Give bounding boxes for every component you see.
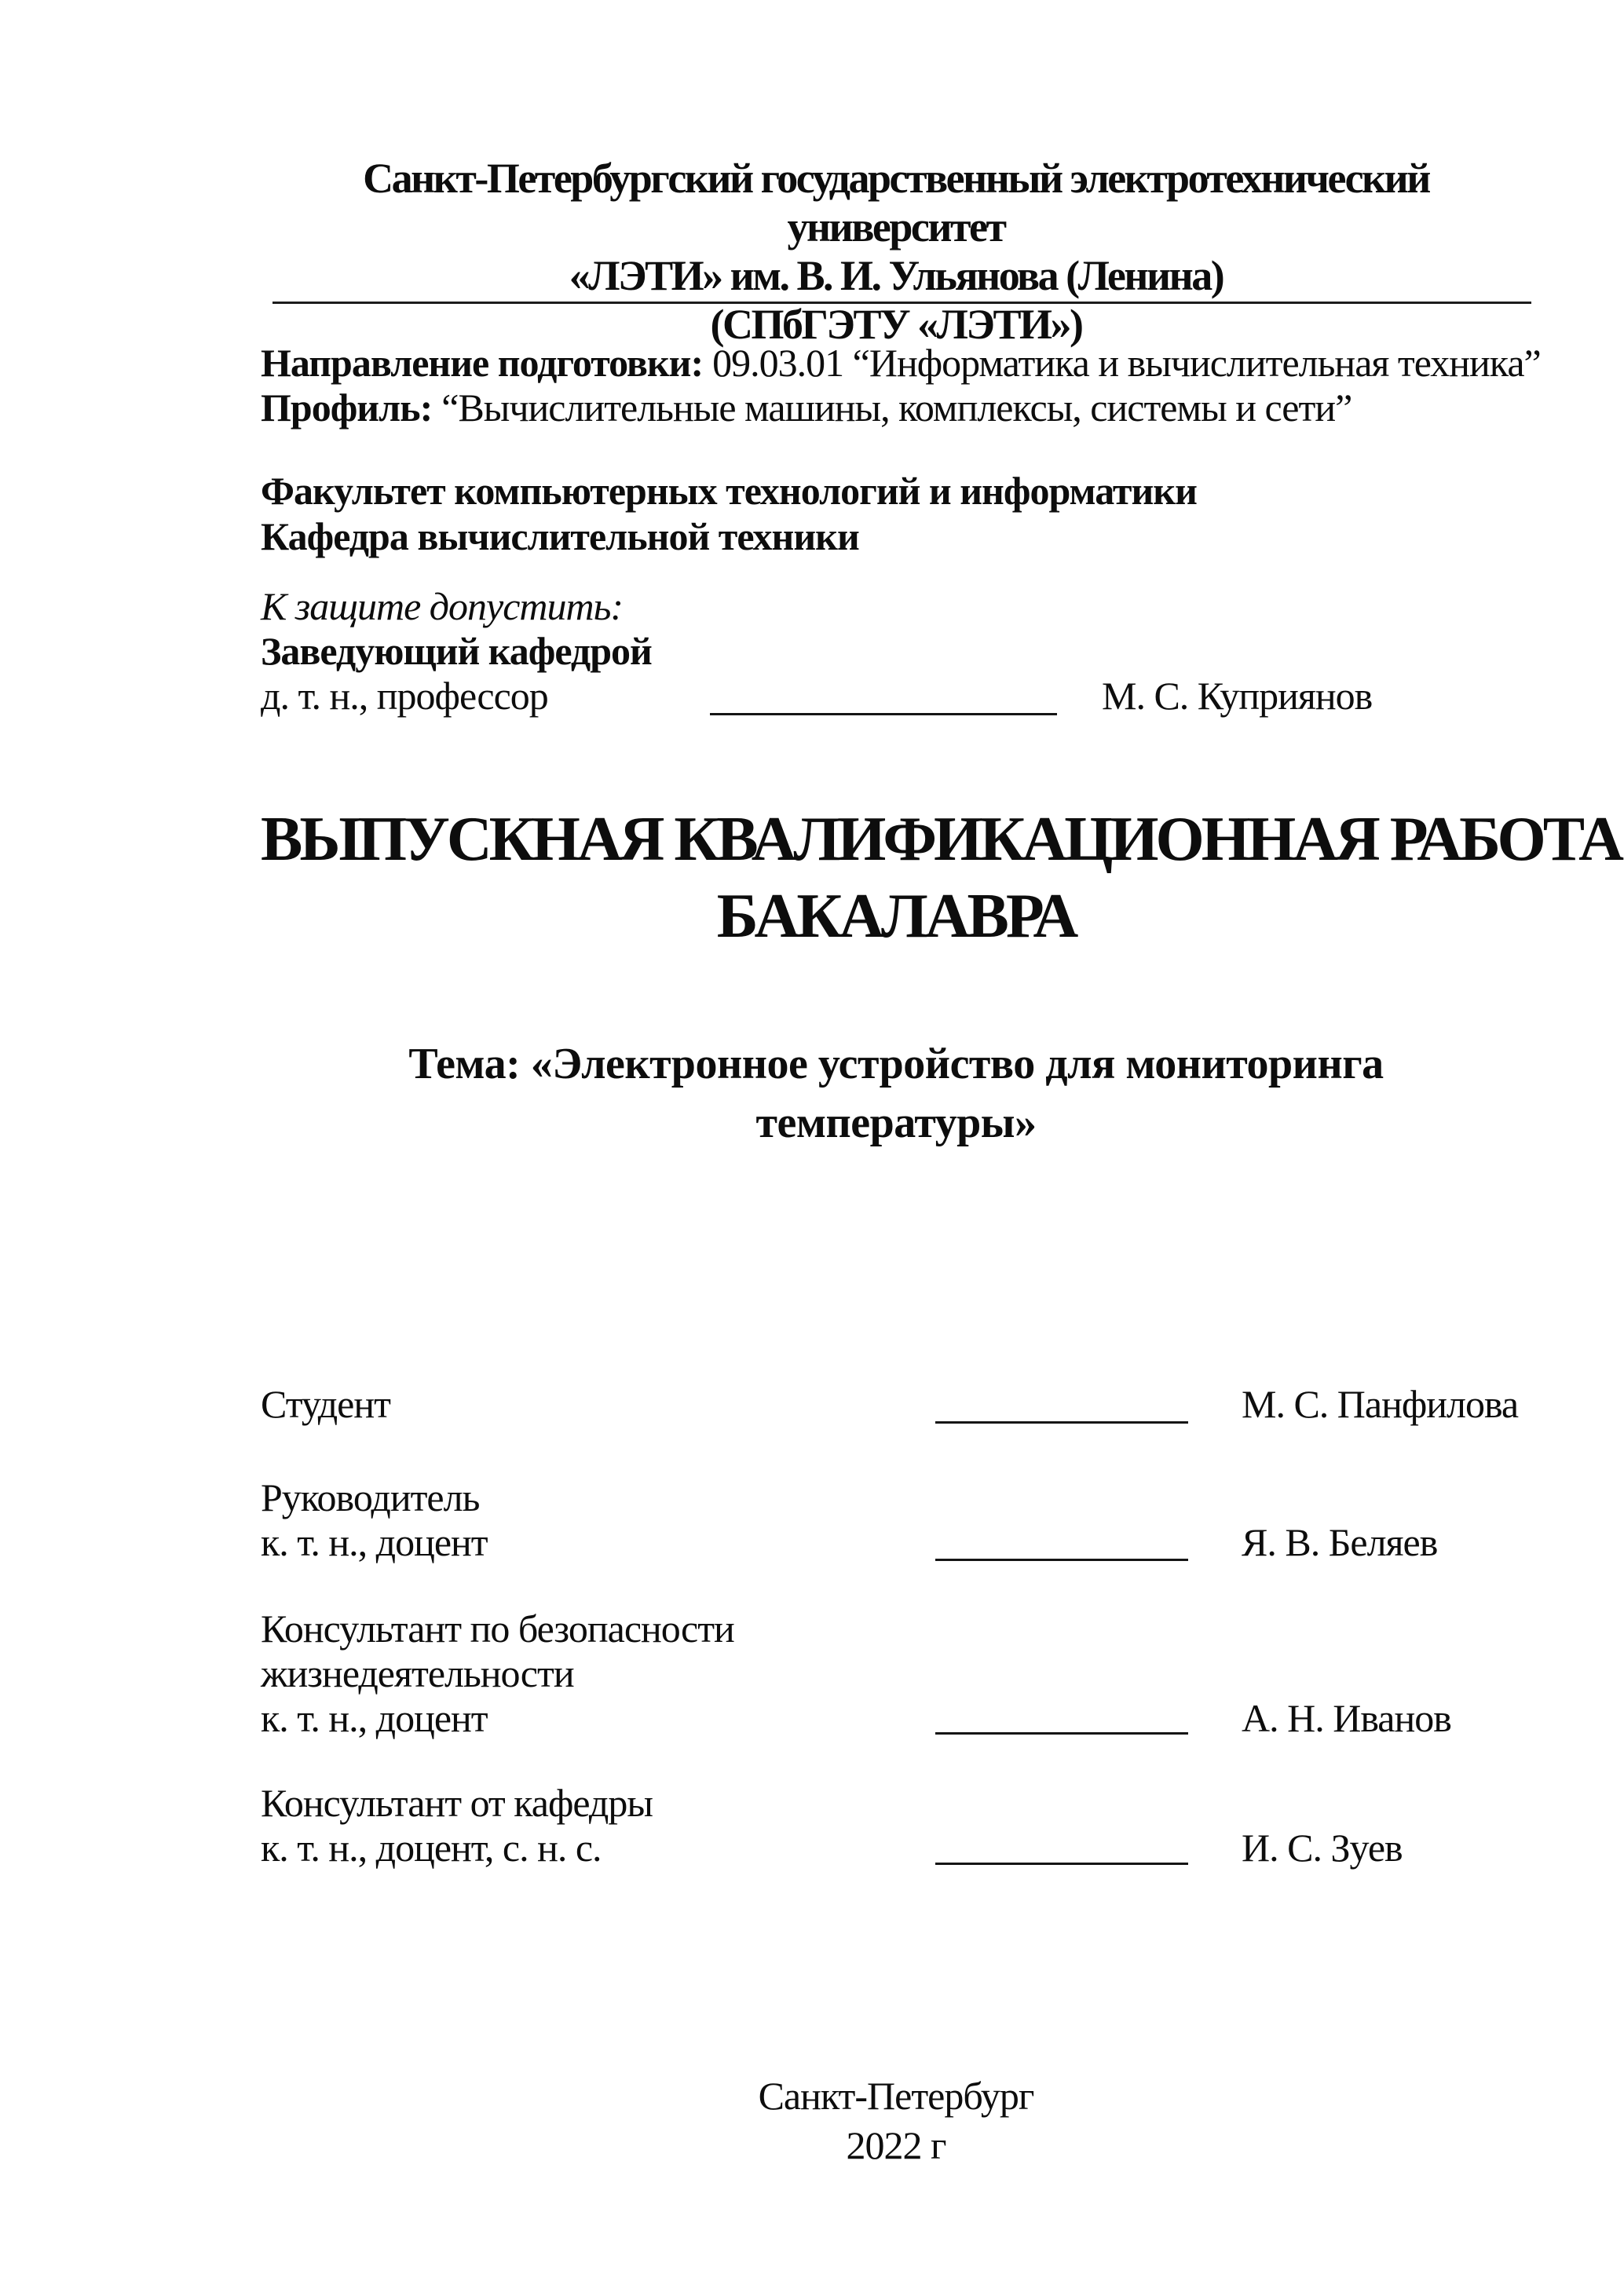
university-name-line1: Санкт-Петербургский государственный электротехнический университет bbox=[363, 155, 1429, 250]
program-block bbox=[261, 341, 1556, 430]
department-head-signature-line bbox=[710, 713, 1057, 715]
admission-block bbox=[261, 584, 967, 718]
faculty-block bbox=[261, 468, 1556, 559]
department-consultant-role: Консультант от кафедры bbox=[261, 1781, 653, 1825]
faculty-line: Факультет компьютерных технологий и информатики bbox=[261, 469, 1197, 513]
student-name: М. С. Панфилова bbox=[1242, 1382, 1519, 1426]
supervisor-role-block bbox=[261, 1475, 488, 1565]
work-title-line2: БАКАЛАВРА bbox=[716, 882, 1076, 951]
theme-line2: температуры» bbox=[755, 1099, 1037, 1147]
profile-label: Профиль: bbox=[261, 386, 433, 430]
department-consultant-role-block bbox=[261, 1781, 653, 1870]
department-line: Кафедра вычислительной техники bbox=[261, 514, 859, 558]
department-head-degree: д. т. н., профессор bbox=[261, 674, 548, 718]
header-divider bbox=[272, 302, 1531, 304]
university-header bbox=[261, 154, 1531, 349]
department-consultant-signature-line bbox=[935, 1863, 1188, 1865]
theme-line1: Тема: «Электронное устройство для мониторинга bbox=[408, 1040, 1384, 1088]
profile-line bbox=[261, 386, 1556, 430]
work-title-line1: ВЫПУСКНАЯ КВАЛИФИКАЦИОННАЯ РАБОТА bbox=[261, 805, 1621, 874]
department-head-name: М. С. Куприянов bbox=[1102, 674, 1373, 718]
safety-consultant-role-line1: Консультант по безопасности bbox=[261, 1607, 734, 1651]
department-head-title: Заведующий кафедрой bbox=[261, 629, 652, 673]
department-consultant-name: И. С. Зуев bbox=[1242, 1826, 1403, 1870]
university-name-line2: «ЛЭТИ» им. В. И. Ульянова (Ленина) bbox=[569, 252, 1223, 299]
university-abbreviation: (СПбГЭТУ «ЛЭТИ») bbox=[710, 301, 1082, 348]
footer-year: 2022 г bbox=[846, 2123, 946, 2167]
footer-city: Санкт-Петербург bbox=[758, 2074, 1034, 2118]
supervisor-name: Я. В. Беляев bbox=[1242, 1520, 1438, 1564]
work-title bbox=[261, 801, 1621, 955]
safety-consultant-role-block bbox=[261, 1607, 734, 1741]
student-signature-line bbox=[935, 1421, 1188, 1424]
supervisor-role-label: Руководитель bbox=[261, 1475, 480, 1519]
student-role-label: Студент bbox=[261, 1382, 390, 1426]
supervisor-signature-line bbox=[935, 1559, 1188, 1561]
safety-consultant-signature-line bbox=[935, 1732, 1188, 1735]
safety-consultant-degree: к. т. н., доцент bbox=[261, 1696, 488, 1740]
department-consultant-degree: к. т. н., доцент, с. н. с. bbox=[261, 1826, 602, 1870]
direction-label: Направление подготовки: bbox=[261, 341, 704, 385]
theme-block bbox=[261, 1035, 1531, 1153]
footer-block bbox=[261, 2071, 1531, 2170]
safety-consultant-role-line2: жизнедеятельности bbox=[261, 1651, 574, 1695]
safety-consultant-name: А. Н. Иванов bbox=[1242, 1696, 1451, 1740]
admission-permit-line: К защите допустить: bbox=[261, 584, 624, 628]
profile-value: “Вычислительные машины, комплексы, системы и сети” bbox=[441, 386, 1352, 430]
direction-value: 09.03.01 “Информатика и вычислительная техника” bbox=[712, 341, 1541, 385]
supervisor-degree: к. т. н., доцент bbox=[261, 1520, 488, 1564]
direction-line bbox=[261, 341, 1556, 386]
